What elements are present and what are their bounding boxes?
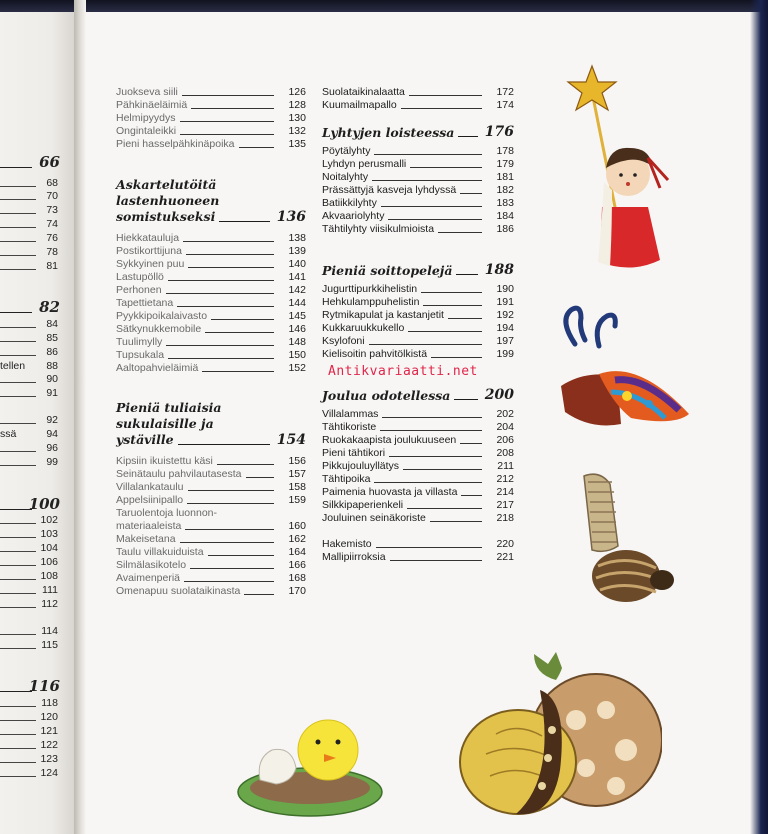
toc-entry: Silmälasikotelo 166 (116, 559, 306, 571)
left-toc-row: 99 (0, 456, 74, 468)
left-section-head: 116 (0, 677, 74, 695)
left-toc-row: 70 (0, 190, 74, 202)
toc-entry: Tähtikoriste 204 (322, 421, 514, 433)
toc-entry: Taruolentoja luonnon- (116, 507, 217, 519)
left-toc-row: 115 (0, 639, 74, 651)
toc-entry: Mallipiirroksia 221 (322, 551, 514, 563)
toc-entry: Rytmikapulat ja kastanjetit 192 (322, 309, 514, 321)
toc-entry: Pyykkipoikalaivasto 145 (116, 310, 306, 322)
toc-entry: Seinätaulu pahvilautasesta 157 (116, 468, 306, 480)
toc-entry: Lyhdyn perusmalli 179 (322, 158, 514, 170)
book-edge-shadow (750, 0, 768, 834)
toc-entry: Pähkinäeläimiä 128 (116, 99, 306, 111)
left-toc-row: 91 (0, 387, 74, 399)
toc-entry: Hehkulamppuhelistin 191 (322, 296, 514, 308)
left-toc-row: 120 (0, 711, 74, 723)
toc-entry: Pieni tähtikori 208 (322, 447, 514, 459)
snail-craft-image (555, 300, 695, 440)
section-heading: Pieniä soittopelejä 188 (322, 262, 514, 278)
toc-entry: Villalankataulu 158 (116, 481, 306, 493)
left-toc-row: 85 (0, 332, 74, 344)
toc-entry: Noitalyhty 181 (322, 171, 514, 183)
left-section-head: 100 (0, 495, 74, 513)
left-section-head: 82 (0, 298, 74, 316)
toc-entry: Lastupöllö 141 (116, 271, 306, 283)
toc-entry: Appelsiinipallo 159 (116, 494, 306, 506)
toc-entry: Kielisoitin pahvitölkistä 199 (322, 348, 514, 360)
section-heading: Pieniä tuliaisia sukulaisille ja ystäville 154 (116, 400, 306, 448)
toc-entry: Perhonen 142 (116, 284, 306, 296)
left-toc-row: 102 (0, 514, 74, 526)
left-toc-row: tellen 88 (0, 360, 58, 372)
toc-entry: Silkkipaperienkeli 217 (322, 499, 514, 511)
left-toc-row: 84 (0, 318, 74, 330)
star-boy-figure-image (556, 62, 676, 282)
toc-entry: Jugurttipurkkihelistin 190 (322, 283, 514, 295)
left-toc-row: 103 (0, 528, 74, 540)
toc-entry: Kukkaruukkukello 194 (322, 322, 514, 334)
toc-entry: Batiikkilyhty 183 (322, 197, 514, 209)
toc-entry: Hakemisto 220 (322, 538, 514, 550)
left-toc-row: 76 (0, 232, 74, 244)
left-toc-row: 86 (0, 346, 74, 358)
left-page (0, 12, 74, 834)
left-toc-row: ssä 94 (0, 428, 58, 440)
toc-entry: Ksylofoni 197 (322, 335, 514, 347)
toc-entry: Prässättyjä kasveja lyhdyssä 182 (322, 184, 514, 196)
corrugated-animal-image (570, 470, 680, 610)
toc-column-1 (116, 85, 306, 597)
toc-entry: Suolataikinalaatta 172 (322, 86, 514, 98)
left-toc-row: 121 (0, 725, 74, 737)
left-toc-row: 74 (0, 218, 74, 230)
toc-entry: Ongintaleikki 132 (116, 125, 306, 137)
toc-entry: Kuumailmapallo 174 (322, 99, 514, 111)
toc-entry: Sykkyinen puu 140 (116, 258, 306, 270)
toc-entry: Tähtilyhty viisikulmioista 186 (322, 223, 514, 235)
toc-entry: Makeisetana 162 (116, 533, 306, 545)
toc-entry: Kipsiin ikuistettu käsi 156 (116, 455, 306, 467)
left-toc-row: 122 (0, 739, 74, 751)
left-toc-row: 68 (0, 177, 74, 189)
toc-entry: Tähtipoika 212 (322, 473, 514, 485)
left-toc-row: 90 (0, 373, 74, 385)
toc-entry: Postikorttijuna 139 (116, 245, 306, 257)
toc-entry: Avaimenperiä 168 (116, 572, 306, 584)
left-toc-row: 78 (0, 246, 74, 258)
left-toc-row: 106 (0, 556, 74, 568)
left-toc-row: 118 (0, 697, 74, 709)
chick-figure-image (236, 712, 386, 822)
toc-entry: Pöytälyhty 178 (322, 145, 514, 157)
toc-column-2 (322, 85, 514, 563)
toc-entry: Ruokakaapista joulukuuseen 206 (322, 434, 514, 446)
toc-entry: Sätkynukkemobile 146 (116, 323, 306, 335)
top-dark-band (0, 0, 768, 12)
left-toc-row: 114 (0, 625, 74, 637)
left-toc-row: 81 (0, 260, 74, 272)
left-toc-row: 123 (0, 753, 74, 765)
toc-entry: Tupsukala 150 (116, 349, 306, 361)
toc-entry: materiaaleista 160 (116, 520, 306, 532)
left-toc-row: 108 (0, 570, 74, 582)
left-toc-row: 124 (0, 767, 74, 779)
watermark-text: Antikvariaatti.net (328, 364, 478, 379)
toc-entry: Juokseva siili 126 (116, 86, 306, 98)
left-toc-row: 92 (0, 414, 74, 426)
toc-entry: Aaltopahvieläimiä 152 (116, 362, 306, 374)
section-heading: Lyhtyjen loisteessa 176 (322, 124, 514, 140)
toc-entry: Villalammas 202 (322, 408, 514, 420)
toc-entry: Hiekkatauluja 138 (116, 232, 306, 244)
toc-entry: Pikkujouluyllätys 211 (322, 460, 514, 472)
toc-entry: Taulu villakuiduista 164 (116, 546, 306, 558)
toc-entry: Pieni hasselpähkinäpoika 135 (116, 138, 306, 150)
left-toc-row: 104 (0, 542, 74, 554)
toc-entry: Omenapuu suolataikinasta 170 (116, 585, 306, 597)
toc-entry: Paimenia huovasta ja villasta 214 (322, 486, 514, 498)
book-gutter (74, 0, 86, 834)
section-heading: Askartelutöitä lastenhuoneen somistukseksi 136 (116, 177, 306, 225)
left-toc-row: 96 (0, 442, 74, 454)
toc-entry: Tuulimylly 148 (116, 336, 306, 348)
section-heading: Joulua odotellessa 200 (322, 387, 514, 403)
toc-entry: Tapettietana 144 (116, 297, 306, 309)
toc-entry: Helmipyydys 130 (116, 112, 306, 124)
left-toc-row: 112 (0, 598, 74, 610)
left-toc-row: 73 (0, 204, 74, 216)
left-toc-row: 111 (0, 584, 74, 596)
toc-entry: Jouluinen seinäkoriste 218 (322, 512, 514, 524)
decorated-balls-image (456, 650, 662, 826)
toc-entry: Akvaariolyhty 184 (322, 210, 514, 222)
left-section-head: 66 (0, 153, 74, 171)
